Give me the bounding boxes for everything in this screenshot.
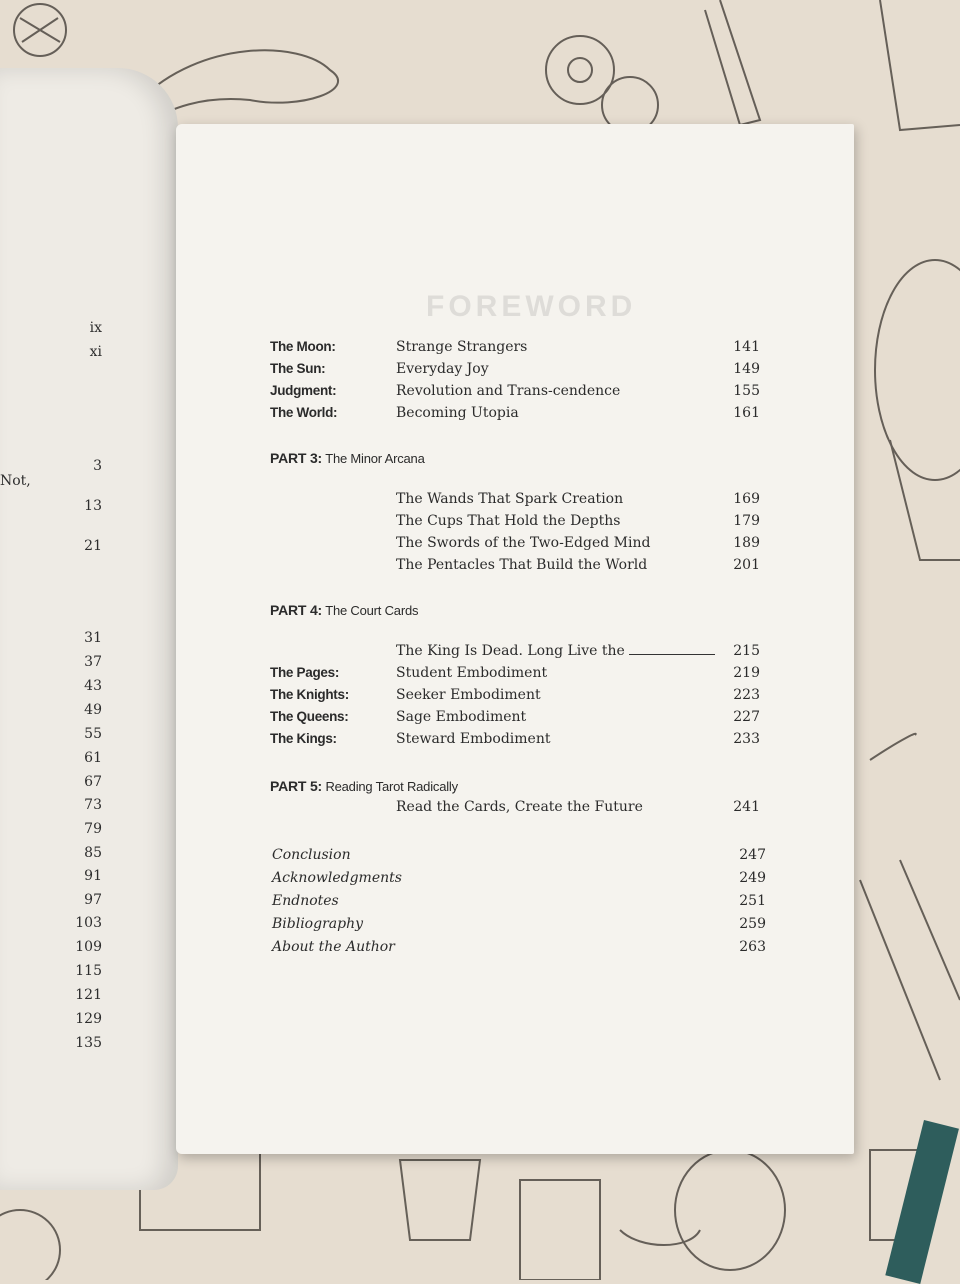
left-page-number: 103 [75,915,102,931]
back-matter-page: 263 [739,939,766,955]
fill-in-blank [629,642,715,655]
left-page-number: 67 [84,774,102,790]
toc-entry[interactable] [270,532,760,554]
back-matter-title: Endnotes [272,893,339,909]
back-matter-title: Bibliography [272,916,363,932]
toc-entry[interactable] [270,380,760,402]
toc-entry-title: Becoming Utopia [396,405,519,421]
toc-entry-label: The Kings: [270,731,337,746]
toc-entry-page: 201 [733,557,760,573]
toc-entry-title: Steward Embodiment [396,731,551,747]
part-number: PART 5: [270,778,323,794]
toc-entry-title: Revolution and Trans-cendence [396,383,621,399]
part-number: PART 3: [270,450,323,466]
back-matter-page: 247 [739,847,766,863]
left-page-number: 43 [84,678,102,694]
left-page-number: 13 [84,498,102,514]
left-page-number: 97 [84,892,102,908]
back-matter-entry[interactable] [272,845,766,865]
toc-entry-label: The Queens: [270,709,349,724]
back-matter-title: Acknowledgments [272,870,402,886]
toc-entry-title: The Pentacles That Build the World [396,557,648,573]
toc-entry[interactable] [270,554,760,576]
left-page-number: 135 [75,1035,102,1051]
left-page-number: 109 [75,939,102,955]
toc-entry[interactable] [270,358,760,380]
toc-entry-page: 179 [733,513,760,529]
part-heading [270,450,425,466]
left-page-number: 49 [84,702,102,718]
part-name: Reading Tarot Radically [325,779,458,794]
back-matter-title: About the Author [272,939,395,955]
toc-entry-title-text: The King Is Dead. Long Live the [396,643,625,659]
toc-entry[interactable] [270,796,760,818]
toc-entry-title: The Cups That Hold the Depths [396,513,621,529]
left-page-number: 61 [84,750,102,766]
toc-entry-page: 155 [733,383,760,399]
toc-entry-page: 189 [733,535,760,551]
left-page [0,68,178,1190]
back-matter-page: 249 [739,870,766,886]
toc-entry-label: The Sun: [270,361,326,376]
toc-entry-label: The Pages: [270,665,340,680]
back-matter-title: Conclusion [272,847,351,863]
toc-entry-title: Student Embodiment [396,665,548,681]
toc-entry-page: 149 [733,361,760,377]
left-page-number: 91 [84,868,102,884]
toc-entry-title: The Swords of the Two-Edged Mind [396,535,651,551]
back-matter-page: 251 [739,893,766,909]
part-name: The Court Cards [325,603,419,618]
left-page-number: 121 [75,987,102,1003]
left-page-number: 31 [84,630,102,646]
part-name: The Minor Arcana [325,451,425,466]
left-page-number: 129 [75,1011,102,1027]
show-through-heading: FOREWORD [426,290,637,323]
left-page-fragment: Not, [0,473,31,489]
toc-entry-title: The Wands That Spark Creation [396,491,624,507]
toc-entry-page: 161 [733,405,760,421]
back-matter-entry[interactable] [272,914,766,934]
toc-entry[interactable] [270,510,760,532]
toc-entry[interactable] [270,640,760,662]
left-page-number: 79 [84,821,102,837]
left-page-number: 21 [84,538,102,554]
toc-entry-page: 227 [733,709,760,725]
left-page-number: 3 [93,458,102,474]
toc-entry-page: 219 [733,665,760,681]
toc-entry-page: 223 [733,687,760,703]
toc-entry-title [396,640,715,662]
left-page-number: 37 [84,654,102,670]
toc-entry-page: 141 [733,339,760,355]
part-heading [270,602,418,618]
back-matter-entry[interactable] [272,868,766,888]
toc-page [176,124,854,1154]
left-page-number: 55 [84,726,102,742]
toc-entry-label: The World: [270,405,338,420]
back-matter-entry[interactable] [272,891,766,911]
toc-entry-page: 169 [733,491,760,507]
toc-entry[interactable] [270,728,760,750]
toc-entry[interactable] [270,336,760,358]
toc-entry[interactable] [270,662,760,684]
left-page-number: ix [89,320,102,336]
toc-entry-title: Everyday Joy [396,361,489,377]
left-page-number: 115 [75,963,102,979]
toc-entry-label: The Moon: [270,339,336,354]
part-number: PART 4: [270,602,323,618]
toc-entry-title: Strange Strangers [396,339,528,355]
toc-entry-title: Sage Embodiment [396,709,527,725]
part-heading [270,778,458,794]
toc-entry-page: 233 [733,731,760,747]
back-matter-page: 259 [739,916,766,932]
toc-entry-page: 215 [733,643,760,659]
back-matter-entry[interactable] [272,937,766,957]
toc-entry[interactable] [270,684,760,706]
left-page-number: xi [89,344,102,360]
toc-entry[interactable] [270,488,760,510]
left-page-number: 73 [84,797,102,813]
toc-entry-label: Judgment: [270,383,337,398]
toc-entry-label: The Knights: [270,687,349,702]
toc-entry-title: Read the Cards, Create the Future [396,799,643,815]
toc-entry[interactable] [270,402,760,424]
toc-entry-page: 241 [733,799,760,815]
toc-entry-title: Seeker Embodiment [396,687,541,703]
toc-entry[interactable] [270,706,760,728]
left-page-number: 85 [84,845,102,861]
